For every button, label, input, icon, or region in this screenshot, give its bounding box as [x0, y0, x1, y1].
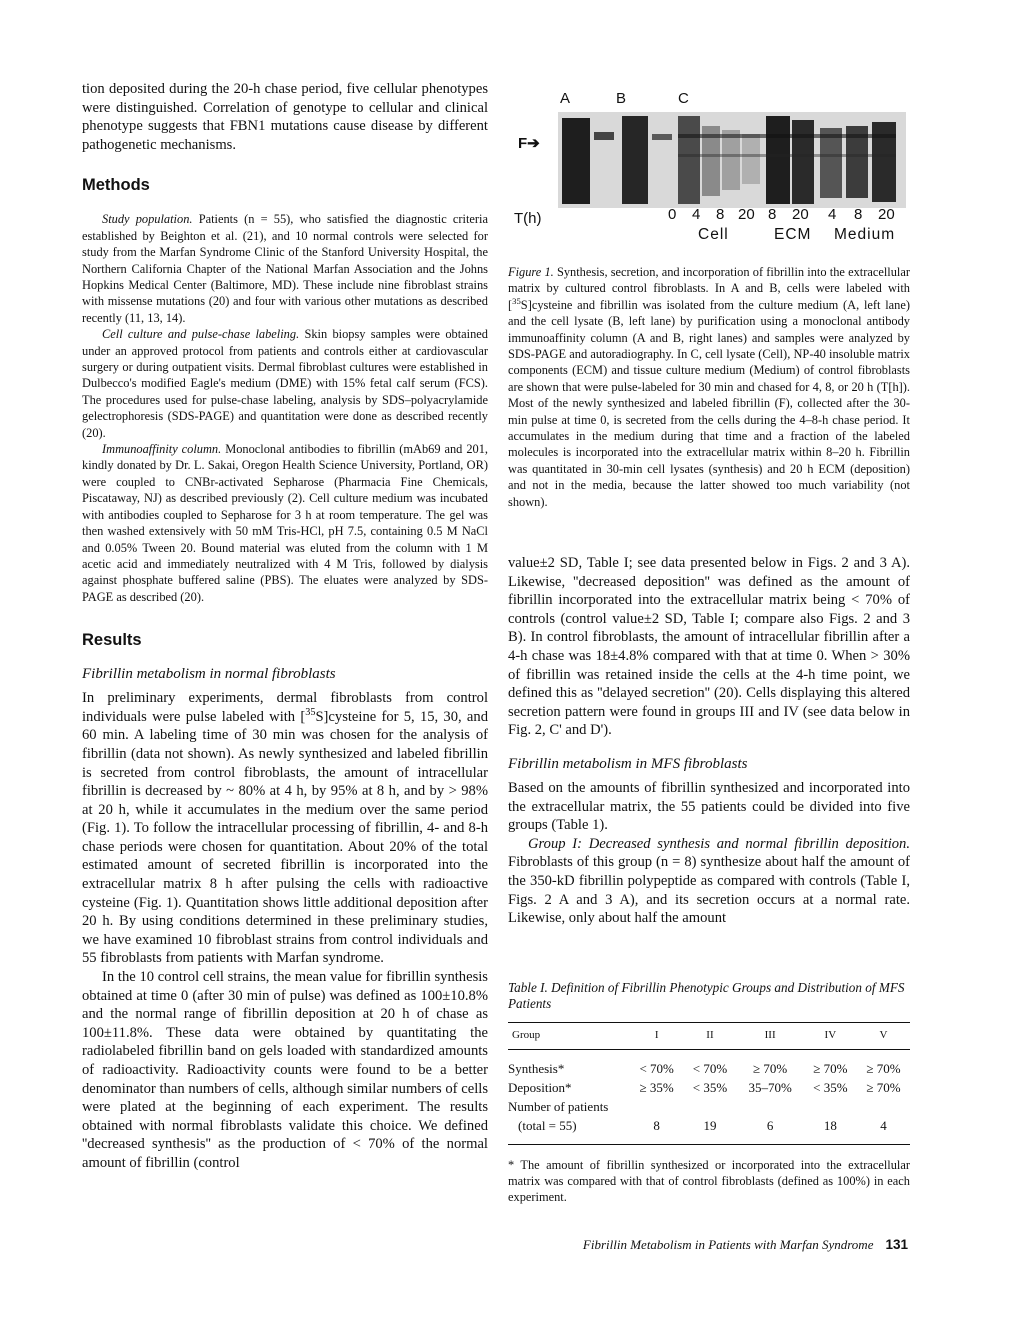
table-header: III — [764, 1028, 776, 1041]
table-row — [508, 1116, 910, 1145]
group1-label: Group I: Decreased synthesis and normal fibrillin deposition. — [528, 835, 910, 852]
methods-heading: Methods — [82, 176, 150, 195]
normal-para1-a: In preliminary experiments, dermal fibroblasts from control individuals were pulse labeled with [ — [82, 690, 488, 725]
lane-letter-b: B — [616, 90, 627, 107]
lane-letter-c: C — [678, 90, 689, 107]
table-cell — [630, 1097, 683, 1116]
caption-label: Figure 1. — [508, 265, 554, 279]
study-population-text: Patients (n = 55), who satisfied the diagnostic criteria established by Beighton et al. (21), and 10 normal controls were selected for study from the Marfan Syndrome Clinic of the Stanford University Hospital, the Northern California Chapter of the National Marfan Association and the Johns Hopkins Medical Center (Baltimore, MD). These include nine fibroblast strains with missense mutations (20) and four with various other mutations as described recently (11, 13, 14). — [82, 212, 489, 325]
time-point: 20 — [738, 206, 755, 223]
table-row — [508, 1049, 910, 1078]
gel-lane-ecm1 — [766, 116, 790, 204]
subhead-mfs-fibroblasts: Fibrillin metabolism in MFS fibroblasts — [508, 756, 748, 773]
table-cell: ≥ 70% — [866, 1060, 901, 1076]
gel-lower-band — [678, 154, 896, 157]
time-points — [668, 206, 908, 224]
time-point: 20 — [878, 206, 895, 223]
cell-culture-label: Cell culture and pulse-chase labeling. — [102, 327, 300, 342]
gel-lane-c3 — [722, 130, 740, 190]
band-label-text: F — [518, 135, 528, 152]
study-population-label: Study population. — [102, 212, 193, 227]
gel-lane-b1 — [622, 116, 648, 204]
table-cell: < 70% — [692, 1060, 728, 1076]
time-point: 4 — [692, 206, 701, 223]
lane-letters — [556, 90, 716, 110]
lane-letter-a: A — [560, 90, 571, 107]
table-title: Table I. Definition of Fibrillin Phenotypic Groups and Distribution of MFS Patients — [508, 979, 905, 1011]
cell-culture-text: Skin biopsy samples were obtained under an approved protocol from patients and controls either at cardiovascular surgery or during outpatient visits. Dermal fibroblast cultures were established in Dulbecco's modified Eagle's medium (DME) with 15% fetal calf serum (FCS). The procedures used for pulse-chase labeling, analysis by SDS–polyacrylamide gelectrophoresis (SDS-PAGE) and quantitation were done as described recently (20). — [82, 327, 488, 440]
table-header: V — [879, 1028, 888, 1041]
caption-sup: 35 — [512, 295, 521, 306]
table-cell — [683, 1097, 736, 1116]
gel-fibrillin-band — [678, 134, 896, 138]
gel-lane-med1 — [820, 128, 842, 198]
table-header: I — [654, 1028, 659, 1041]
group1-paragraph — [508, 835, 910, 928]
table-header: Group — [512, 1028, 541, 1041]
table-cell: ≥ 70% — [753, 1060, 788, 1076]
time-point: 20 — [792, 206, 809, 223]
gel-lane-c4 — [742, 134, 760, 184]
cell-culture-paragraph — [82, 326, 488, 441]
time-point: 0 — [668, 206, 677, 223]
gel-lane-a1 — [562, 118, 590, 204]
group-label-ecm: ECM — [774, 226, 812, 243]
caption-text-a: Synthesis, secretion, and incorporation of fibrillin into the extracellular matrix by cultured control fibroblasts. In A and B, cells were labeled with [ — [508, 265, 910, 312]
results-heading: Results — [82, 631, 142, 650]
study-population-paragraph — [82, 211, 488, 326]
time-point: 4 — [828, 206, 837, 223]
table-cell: < 35% — [692, 1079, 728, 1095]
normal-paragraph-1 — [82, 689, 488, 968]
table-footnote: * The amount of fibrillin synthesized or incorporated into the extracellular matrix was compared with that of control fibroblasts (defined as 100%) in each experiment. — [508, 1157, 910, 1204]
table-row — [508, 1078, 910, 1097]
table-cell: 18 — [823, 1117, 837, 1133]
time-point: 8 — [854, 206, 863, 223]
gel-band-b2 — [652, 134, 672, 140]
time-point: 8 — [768, 206, 777, 223]
row-label: Number of patients — [508, 1098, 609, 1114]
subhead-normal-fibroblasts: Fibrillin metabolism in normal fibroblasts — [82, 666, 336, 683]
table-cell — [737, 1097, 804, 1116]
time-axis-label: T(h) — [514, 210, 542, 227]
table-cell: 19 — [703, 1117, 717, 1133]
table-cell: 35–70% — [748, 1079, 792, 1095]
table-header-row — [508, 1022, 910, 1049]
table-cell: ≥ 70% — [866, 1079, 901, 1095]
caption-text-b: S]cysteine and fibrillin was isolated from the culture medium (A, left lane) and the cell lysate (B, left lane) by purification using a monoclonal antibody immunoaffinity column (A and B, right lanes) and samples were analyzed by SDS-PAGE and autoradiography. In C, cell lysate (Cell), NP-40 insoluble matrix components (ECM) and tissue culture medium (Medium) of control fibroblasts are shown that were pulse-labeled for 30 min and chased for 4, 8, or 20 h (T[h]). Most of the newly synthesized and labeled fibrillin (F), collected after the 30-min pulse at time 0, is secreted from the cells during the 4–8-h chase period. It accumulates in the medium during that time and a fraction of the labeled molecules is incorporated into the extracellular matrix within 8–20 h. Fibrillin was quantitated in 30-min cell lysates (synthesis) and 20 h ECM (deposition) and not in the media, because the latter showed too much variability (not shown). — [508, 297, 910, 509]
normal-paragraph-2: In the 10 control cell strains, the mean value for fibrillin synthesis obtained at time 0 (after 30 min of pulse) was defined as 100±10.8% and the normal range of fibrillin deposition at 20 h of chase as 100±11.8%. These data were obtained by quantitating the radiolabeled fibrillin band on gels loaded with standardized amounts of radioactivity. Radioactivity counts were found to be a better denominator than numbers of cells, although similar numbers of cells were plated at the beginning of each experiment. The results obtained with normal fibroblasts validate this choice. We defined ''decreased synthesis'' as the production of < 70% of the normal amount of fibrillin (control — [82, 969, 488, 1171]
row-label: Synthesis* — [508, 1060, 565, 1076]
normal-para1-sup: 35 — [305, 706, 316, 718]
table-cell: ≥ 35% — [639, 1079, 674, 1095]
gel-lane-ecm2 — [792, 120, 814, 204]
group1-text: Fibroblasts of this group (n = 8) synthesize about half the amount of the 350-kD fibrillin polypeptide as compared with controls (Table I, Figs. 2 A and 3 A), and its secretion occurs at a normal rate. Likewise, only about half the amount — [508, 854, 910, 927]
gel-group-labels — [698, 226, 908, 244]
immunoaffinity-text: Monoclonal antibodies to fibrillin (mAb69 and 201, kindly donated by Dr. L. Sakai, Oregon Health Science University, Portland, OR) were coupled to CNBr-activated Sepharose (Pharmacia Fine Chemicals, Piscataway, NJ) as described previously (2). Cell culture medium was incubated with antibodies coupled to Sepharose for 3 h at room temperature. The gel was then washed extensively with 50 mM Tris-HCl, pH 7.5, containing 0.5 M NaCl and 0.05% Tween 20. Bound material was eluted from the column with 1 M acetic acid and immediately neutralized with 4 M Tris, followed by dialysis against phosphate buffered saline (PBS). The eluates were analyzed by SDS-PAGE as described (20). — [82, 442, 488, 604]
group-label-cell: Cell — [698, 226, 729, 243]
table-cell — [857, 1097, 910, 1116]
mfs-paragraph: Based on the amounts of fibrillin synthesized and incorporated into the extracellular matrix, the 55 patients could be divided into five groups (Table 1). — [508, 780, 910, 834]
intro-paragraph: tion deposited during the 20-h chase period, five cellular phenotypes were distinguished. Correlation of genotype to cellular and clinical phenotype suggests that FBN1 mutations cause disease by different pathogenetic mechanisms. — [82, 81, 488, 153]
table-cell — [804, 1097, 857, 1116]
gel-band-a2 — [594, 132, 614, 140]
time-point: 8 — [716, 206, 725, 223]
table-header: IV — [824, 1028, 837, 1041]
phenotype-table — [508, 1022, 910, 1145]
immunoaffinity-paragraph — [82, 441, 488, 605]
table-cell: 8 — [653, 1117, 660, 1133]
right-column — [508, 80, 910, 1205]
running-title: Fibrillin Metabolism in Patients with Marfan Syndrome — [582, 1237, 874, 1252]
table-cell: 4 — [880, 1117, 887, 1133]
page-footer — [583, 1237, 908, 1253]
table-cell: < 70% — [639, 1060, 674, 1076]
normal-para1-b: S]cysteine for 5, 15, 30, and 60 min. A labeling time of 30 min was chosen for the analysis of fibrillin (data not shown). As newly synthesized and labeled fibrillin is secreted from control fibroblasts, the amount of intracellular fibrillin is decreased by ~ 80% at 4 h, by 95% at 8 h, and by > 98% at 20 h, while it accumulates in the medium over the same period (Fig. 1). To follow the intracellular processing of fibrillin, 4- and 8-h chase periods were chosen for quantitation. About 20% of the total estimated amount of secreted fibrillin is incorporated into the extracellular matrix 8 h after pulsing the cells with radioactive cysteine (Fig. 1). Quantitation shows little additional deposition after 20 h. By using conditions determined in these preliminary studies, we have examined 10 fibroblast strains from control individuals and 55 fibroblasts from patients with Marfan syndrome. — [82, 708, 488, 967]
left-column — [82, 80, 488, 1173]
table-header: II — [706, 1028, 714, 1041]
arrow-right-icon: ➔ — [527, 135, 540, 152]
table-cell: 6 — [766, 1117, 774, 1133]
figure-1-gel — [508, 82, 910, 242]
gel-lane-c1 — [678, 116, 700, 204]
row-label: (total = 55) — [518, 1117, 577, 1133]
table-row — [508, 1097, 910, 1116]
figure-1-caption — [508, 264, 910, 510]
band-label-f — [518, 134, 540, 152]
right-paragraph-1: value±2 SD, Table I; see data presented below in Figs. 2 and 3 A). Likewise, ''decreased deposition'' was defined as the amount of fibrillin incorporated into the extracellular matrix being < 70% of controls (control value±2 SD, Table I; compare also Figs. 2 and 3 B). In control fibroblasts, the amount of intracellular fibrillin after a 4-h chase was 18±4.8% compared with that at time 0. When > 30% of fibrillin was retained inside the cells at the 4-h time point, we defined this as ''delayed secretion'' (20). Cells displaying this altered secretion pattern were found in groups III and IV (see data below in Fig. 2, C' and D'). — [508, 555, 910, 739]
gel-image — [558, 112, 906, 208]
group-label-medium: Medium — [834, 226, 896, 243]
page-number: 131 — [885, 1237, 908, 1252]
immunoaffinity-label: Immunoaffinity column. — [102, 442, 222, 457]
row-label: Deposition* — [508, 1079, 572, 1095]
table-cell: ≥ 70% — [813, 1060, 848, 1076]
table-cell: < 35% — [813, 1079, 848, 1095]
